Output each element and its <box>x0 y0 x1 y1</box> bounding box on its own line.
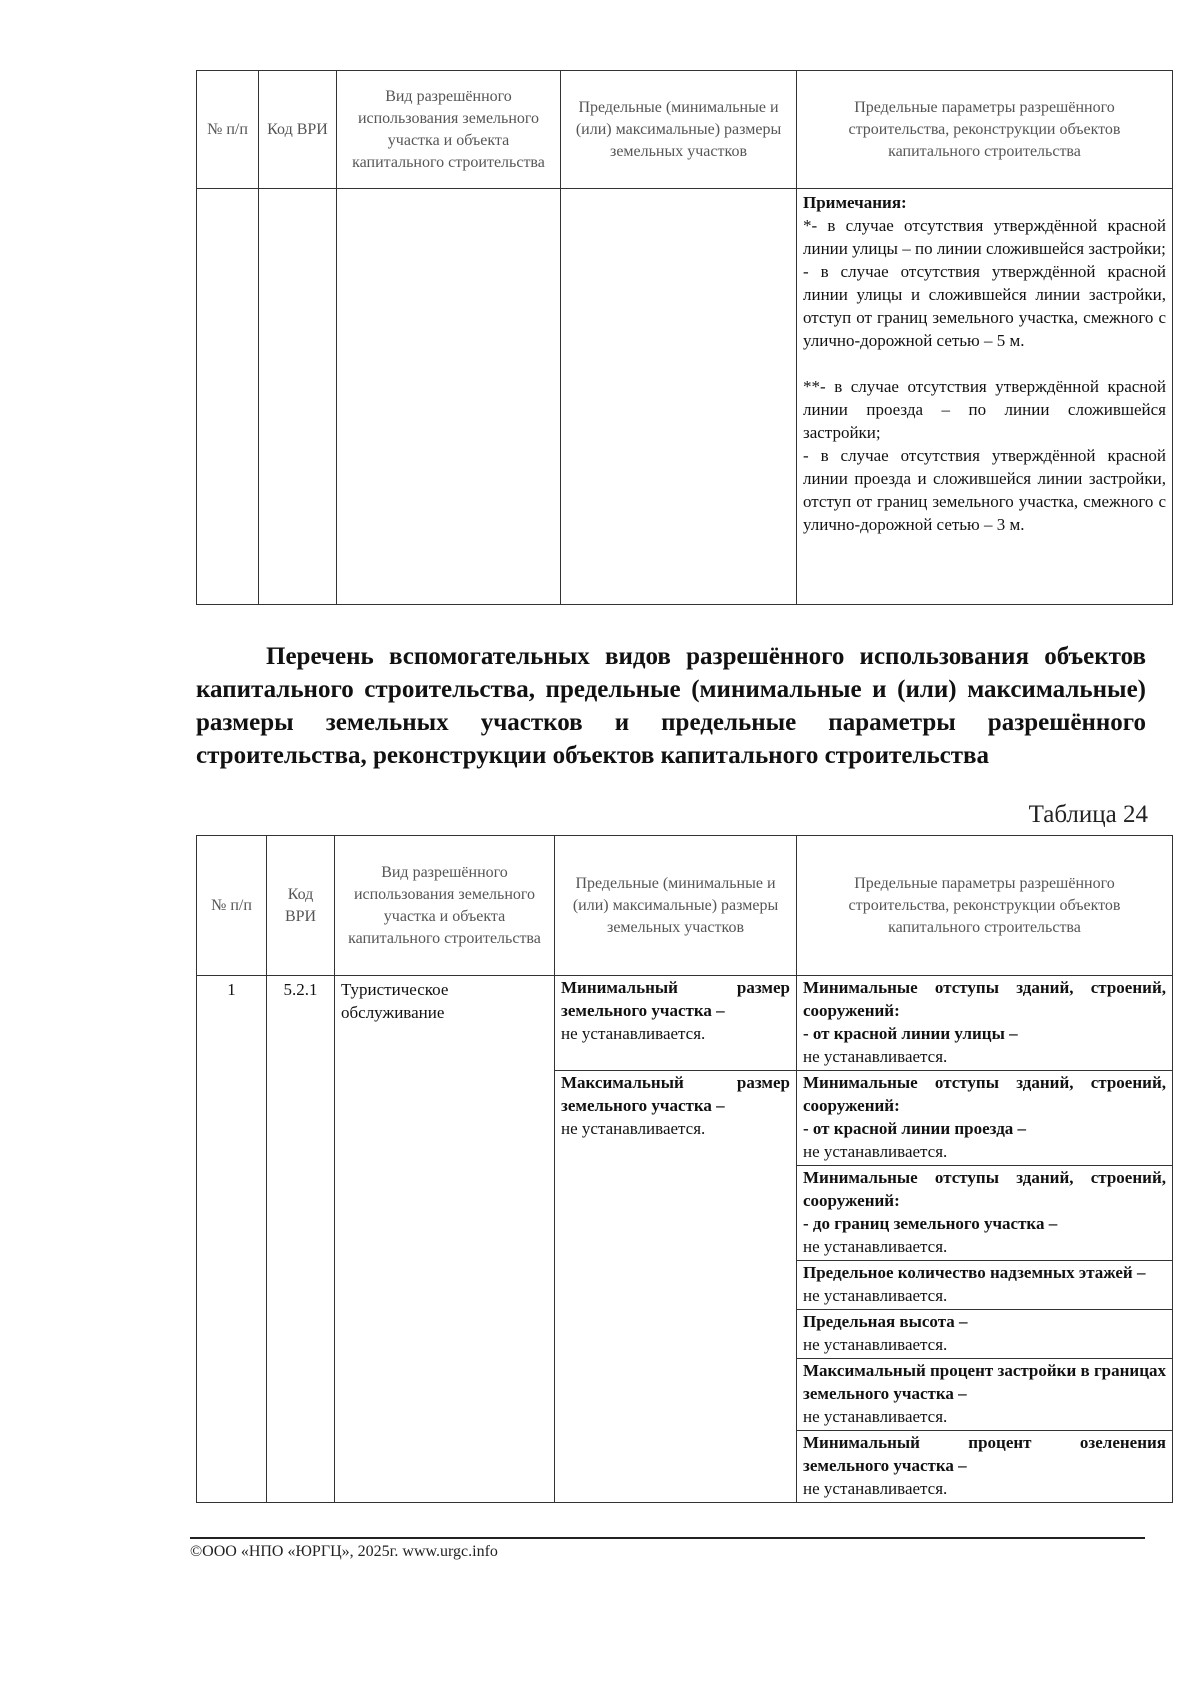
note-paragraph: **- в случае отсутствия утверждённой красной линии проезда – по линии сложившейся застройки; <box>803 377 1166 442</box>
table-row <box>197 976 1173 1503</box>
row-sizes <box>555 976 797 1503</box>
note-paragraph: *- в случае отсутствия утверждённой красной линии улицы – по линии сложившейся застройки; <box>803 216 1166 258</box>
param-block: Предельное количество надземных этажей – не устанавливается. <box>797 1261 1172 1310</box>
table-row <box>197 189 1173 605</box>
table-continuation <box>196 70 1173 605</box>
note-paragraph: - в случае отсутствия утверждённой красной линии проезда и сложившейся линии застройки, отступ от границ земельного участка, смежного с улично-дорожной сетью – 3 м. <box>803 446 1166 534</box>
header-use: Вид разрешённого использования земельного участка и объекта капитального строительства <box>337 71 561 189</box>
max-size-block: Максимальный размер земельного участка – не устанавливается. <box>561 1073 790 1138</box>
row-params <box>797 976 1173 1503</box>
footer-divider <box>190 1537 1145 1539</box>
param-block: Предельная высота – не устанавливается. <box>797 1310 1172 1359</box>
footer-copyright: ©ООО «НПО «ЮРГЦ», 2025г. www.urgc.info <box>190 1543 498 1560</box>
param-block: Минимальные отступы зданий, строений, сооружений: - от красной линии проезда – не устанавливается. <box>797 1071 1172 1166</box>
param-block: Минимальные отступы зданий, строений, сооружений: - от красной линии улицы – не устанавливается. <box>797 976 1172 1071</box>
param-block: Минимальный процент озеленения земельного участка – не устанавливается. <box>803 1433 1166 1498</box>
min-size-block: Минимальный размер земельного участка – не устанавливается. <box>555 976 796 1071</box>
notes-title: Примечания: <box>803 193 907 212</box>
header-num: № п/п <box>197 71 259 189</box>
header-sizes: Предельные (минимальные и (или) максимальные) размеры земельных участков <box>561 71 797 189</box>
table-24 <box>196 835 1173 1503</box>
header-code: Код ВРИ <box>259 71 337 189</box>
table-header-row <box>197 71 1173 189</box>
header-sizes: Предельные (минимальные и (или) максимальные) размеры земельных участков <box>555 836 797 976</box>
row-use: Туристическое обслуживание <box>335 976 555 1503</box>
row-num: 1 <box>197 976 267 1503</box>
header-params: Предельные параметры разрешённого строительства, реконструкции объектов капитального строительства <box>797 836 1173 976</box>
header-num: № п/п <box>197 836 267 976</box>
param-block: Максимальный процент застройки в границах земельного участка – не устанавливается. <box>797 1359 1172 1431</box>
param-block: Минимальные отступы зданий, строений, сооружений: - до границ земельного участка – не устанавливается. <box>797 1166 1172 1261</box>
table-header-row <box>197 836 1173 976</box>
header-use: Вид разрешённого использования земельного участка и объекта капитального строительства <box>335 836 555 976</box>
row-code: 5.2.1 <box>267 976 335 1503</box>
table-label: Таблица 24 <box>1028 801 1148 828</box>
header-params: Предельные параметры разрешённого строительства, реконструкции объектов капитального строительства <box>797 71 1173 189</box>
header-code: Код ВРИ <box>267 836 335 976</box>
note-paragraph: - в случае отсутствия утверждённой красной линии улицы и сложившейся линии застройки, отступ от границ земельного участка, смежного с улично-дорожной сетью – 5 м. <box>803 262 1166 350</box>
notes-cell <box>797 189 1173 605</box>
section-heading: Перечень вспомогательных видов разрешённого использования объектов капитального строительства, предельные (минимальные и (или) максимальные) размеры земельных участков и предельные параметры разрешённого строительства, реконструкции объектов капитального строительства <box>196 643 1146 769</box>
